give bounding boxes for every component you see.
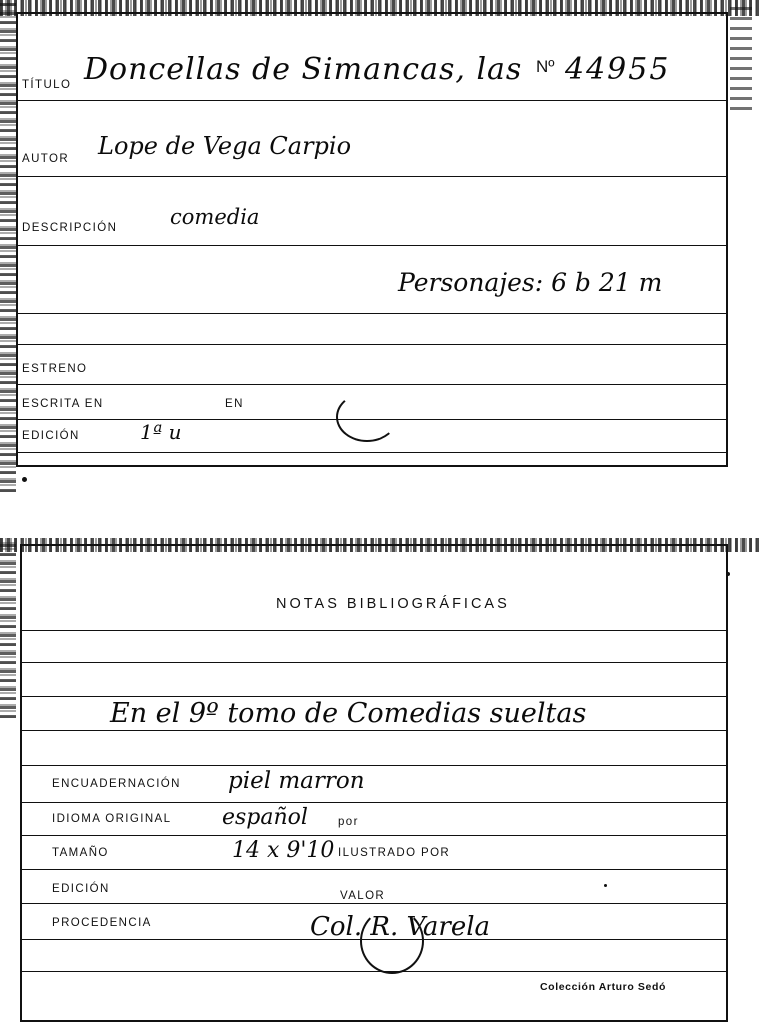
card-rule bbox=[20, 696, 728, 697]
card-rule bbox=[20, 662, 728, 663]
field-label-autor: AUTOR bbox=[22, 153, 70, 165]
field-value-edicion: 1ª u bbox=[140, 420, 182, 444]
field-label-por: por bbox=[338, 816, 359, 828]
field-label-en: EN bbox=[225, 398, 244, 410]
card-rule bbox=[20, 903, 728, 904]
field-value-encuadernacion: piel marron bbox=[228, 768, 365, 794]
ink-speck bbox=[726, 572, 730, 576]
field-label-escrita-en: ESCRITA EN bbox=[22, 398, 104, 410]
card-rule bbox=[16, 176, 728, 177]
field-value-procedencia: Col. R. Varela bbox=[310, 912, 491, 942]
card-rule bbox=[20, 869, 728, 870]
field-label-valor: VALOR bbox=[340, 890, 386, 902]
card-rule bbox=[20, 971, 728, 972]
field-label-titulo: TÍTULO bbox=[22, 79, 72, 91]
catalog-card-top bbox=[0, 0, 759, 500]
field-label-ilustrado-por: ILUSTRADO POR bbox=[338, 847, 451, 859]
field-label-edicion: EDICIÓN bbox=[52, 883, 110, 895]
card-rule bbox=[20, 765, 728, 766]
number-label: Nº bbox=[536, 57, 555, 76]
field-label-estreno: ESTRENO bbox=[22, 363, 88, 375]
field-value-titulo: Doncellas de Simancas, las bbox=[84, 52, 523, 87]
characters-note: Personajes: 6 b 21 m bbox=[398, 268, 663, 297]
field-value-tamano: 14 x 9'10 bbox=[232, 838, 335, 863]
card-rule bbox=[16, 245, 728, 246]
bibliographic-note: En el 9º tomo de Comedias sueltas bbox=[110, 698, 587, 729]
card-rule bbox=[20, 802, 728, 803]
field-label-procedencia: PROCEDENCIA bbox=[52, 917, 152, 929]
card-rule bbox=[16, 452, 728, 453]
notes-heading: NOTAS BIBLIOGRÁFICAS bbox=[276, 596, 510, 612]
scan-noise-right bbox=[730, 0, 752, 110]
card-rule bbox=[20, 835, 728, 836]
collection-credit: Colección Arturo Sedó bbox=[540, 981, 666, 993]
field-label-edicion: EDICIÓN bbox=[22, 430, 80, 442]
card-rule bbox=[16, 313, 728, 314]
ink-loop-mark bbox=[336, 392, 398, 442]
card-rule bbox=[20, 730, 728, 731]
scan-noise-left bbox=[0, 0, 16, 492]
card-rule bbox=[16, 384, 728, 385]
field-label-descripcion: DESCRIPCIÓN bbox=[22, 222, 118, 234]
card-rule bbox=[16, 344, 728, 345]
ink-loop-mark bbox=[360, 908, 424, 974]
card-rule bbox=[20, 630, 728, 631]
field-label-tamano: TAMAÑO bbox=[52, 847, 109, 859]
catalog-card-bottom bbox=[0, 530, 759, 1028]
field-value-idioma-original: español bbox=[222, 805, 308, 830]
card-rule bbox=[16, 100, 728, 101]
scan-noise-left bbox=[0, 538, 16, 718]
field-value-autor: Lope de Vega Carpio bbox=[98, 132, 352, 160]
field-label-idioma-original: IDIOMA ORIGINAL bbox=[52, 813, 172, 825]
number-value: 44955 bbox=[565, 52, 671, 87]
ink-speck bbox=[604, 884, 607, 887]
ink-speck bbox=[22, 477, 27, 482]
field-value-descripcion: comedia bbox=[170, 205, 260, 229]
field-label-encuadernacion: ENCUADERNACIÓN bbox=[52, 778, 181, 790]
